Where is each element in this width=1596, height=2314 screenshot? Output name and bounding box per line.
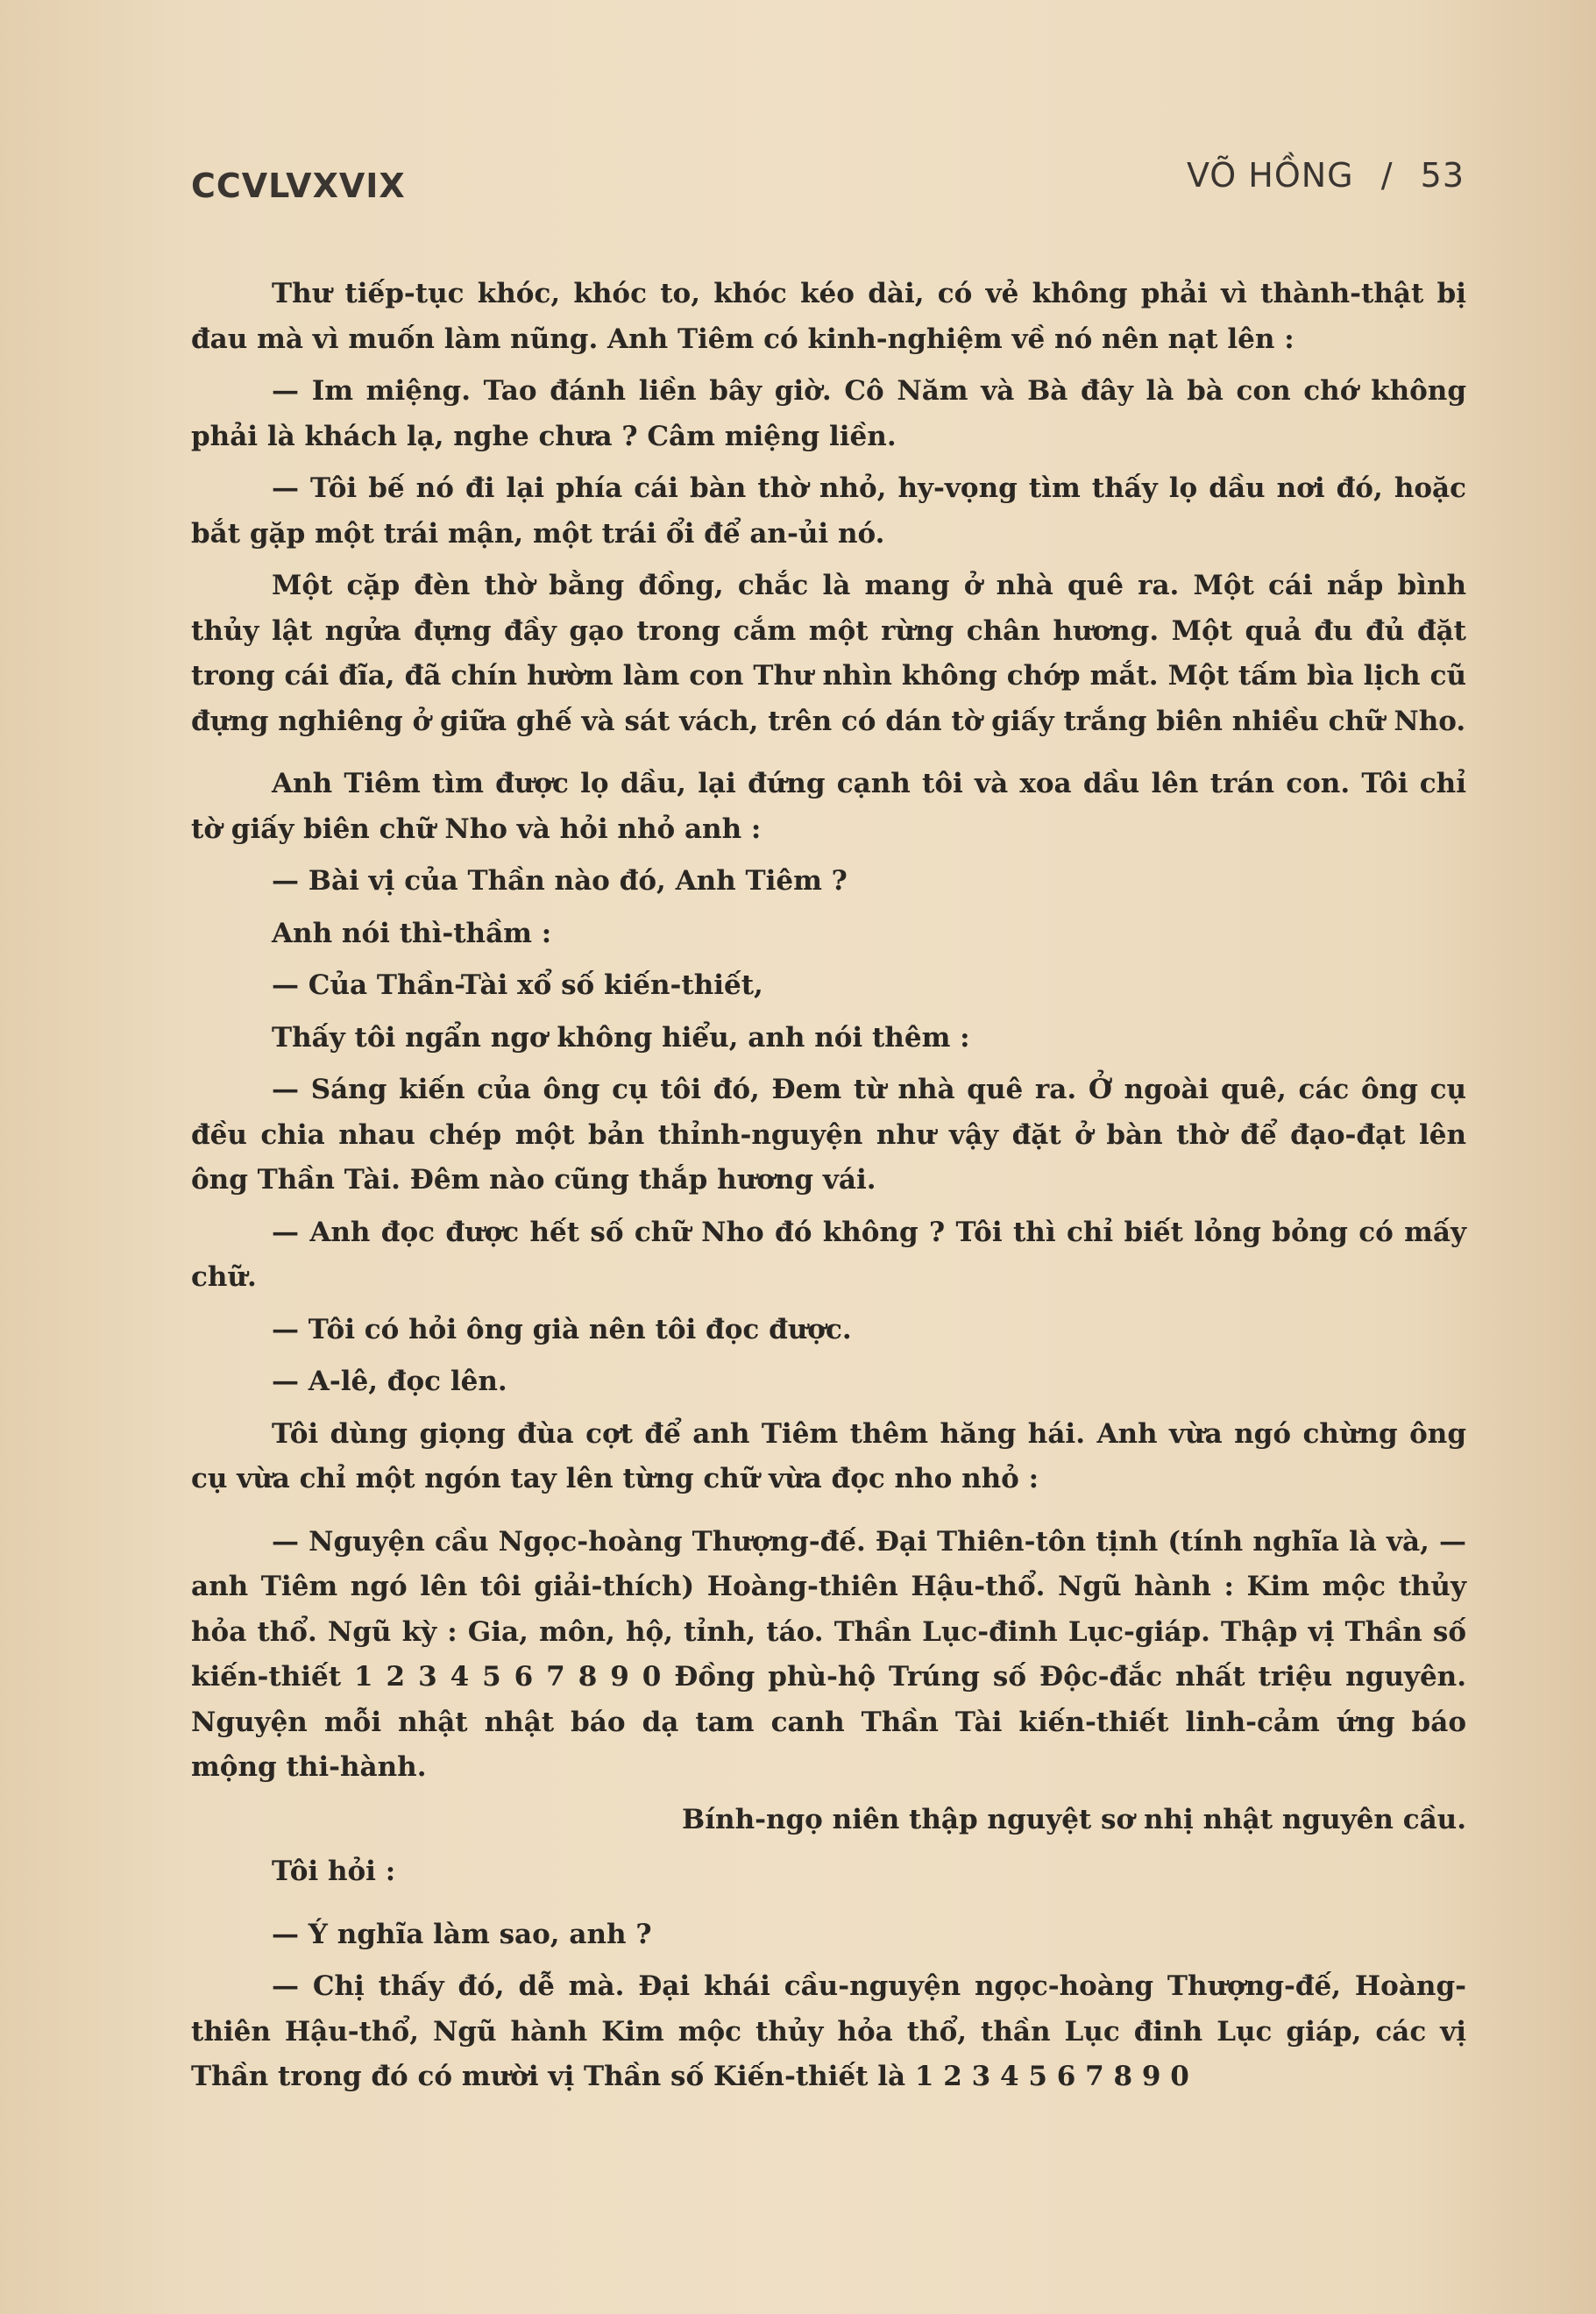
- paragraph: — Ý nghĩa làm sao, anh ?: [272, 1918, 652, 1950]
- paragraph: — Anh đọc được hết số chữ Nho đó không ? Tôi thì chỉ biết lỏng bỏng có mấy chữ.: [191, 1216, 1466, 1293]
- paragraph: — Sáng kiến của ông cụ tôi đó, Đem từ nhà quê ra. Ở ngoài quê, các ông cụ đều chia nhau chép một bản thỉnh-nguyện như vậy đặt ở bàn thờ để đạo-đạt lên ông Thần Tài. Đêm nào cũng thắp hương vái.: [191, 1074, 1466, 1196]
- paragraph: — Nguyện cầu Ngọc-hoàng Thượng-đế. Đại Thiên-tôn tịnh (tính nghĩa là và, — anh Tiêm ngó lên tôi giải-thích) Hoàng-thiên Hậu-thổ. Ngũ hành : Kim mộc thủy hỏa thổ. Ngũ kỳ : Gia, môn, hộ, tỉnh, táo. Thần Lục-đinh Lục-giáp. Thập vị Thần số kiến-thiết 1 2 3 4 5 6 7 8 9 0 Đồng phù-hộ Trúng số Độc-đắc nhất triệu nguyên. Nguyện mỗi nhật nhật báo dạ tam canh Thần Tài kiến-thiết linh-cảm ứng báo mộng thi-hành.: [191, 1525, 1466, 1783]
- paragraph: — Của Thần-Tài xổ số kiến-thiết,: [272, 969, 763, 1001]
- paragraph: Một cặp đèn thờ bằng đồng, chắc là mang ở nhà quê ra. Một cái nắp bình thủy lật ngửa đựng đầy gạo trong cắm một rừng chân hương. Một quả đu đủ đặt trong cái đĩa, đã chín hườm làm con Thư nhìn không chớp mắt. Một tấm bìa lịch cũ đựng nghiêng ở giữa ghế và sát vách, trên có dán tờ giấy trắng biên nhiều chữ Nho.: [191, 570, 1466, 737]
- paragraph: Tôi dùng giọng đùa cợt để anh Tiêm thêm hăng hái. Anh vừa ngó chừng ông cụ vừa chỉ một ngón tay lên từng chữ vừa đọc nho nhỏ :: [191, 1417, 1466, 1494]
- signature-line: Bính-ngọ niên thập nguyệt sơ nhị nhật nguyên cầu.: [682, 1803, 1466, 1835]
- paragraph: — A-lê, đọc lên.: [272, 1366, 507, 1397]
- header-author: VÕ HỒNG: [1186, 156, 1354, 195]
- page-body: [191, 272, 1466, 2107]
- paragraph: Thư tiếp-tục khóc, khóc to, khóc kéo dài, có vẻ không phải vì thành-thật bị đau mà vì muốn làm nũng. Anh Tiêm có kinh-nghiệm về nó nên nạt lên :: [191, 278, 1466, 355]
- paragraph: Anh nói thì-thầm :: [272, 917, 552, 949]
- paragraph: — Im miệng. Tao đánh liền bây giờ. Cô Năm và Bà đây là bà con chớ không phải là khách lạ, nghe chưa ? Câm miệng liền.: [191, 375, 1466, 452]
- paragraph: — Bài vị của Thần nào đó, Anh Tiêm ?: [272, 865, 848, 897]
- header-right: [1171, 156, 1465, 195]
- paragraph: — Tôi có hỏi ông già nên tôi đọc được.: [272, 1313, 852, 1345]
- paragraph: Thấy tôi ngẩn ngơ không hiểu, anh nói thêm :: [272, 1021, 970, 1054]
- page-number: 53: [1420, 156, 1465, 195]
- page-header: [191, 156, 1465, 209]
- paragraph: Tôi hỏi :: [272, 1856, 396, 1887]
- header-code: CCVLVXVIX: [191, 167, 406, 205]
- paragraph: — Chị thấy đó, dễ mà. Đại khái cầu-nguyện ngọc-hoàng Thượng-đế, Hoàng-thiên Hậu-thổ, Ngũ hành Kim mộc thủy hỏa thổ, thần Lục đinh Lục giáp, các vị Thần trong đó có mười vị Thần số Kiến-thiết là 1 2 3 4 5 6 7 8 9 0: [191, 1970, 1466, 2092]
- paragraph: — Tôi bế nó đi lại phía cái bàn thờ nhỏ, hy-vọng tìm thấy lọ dầu nơi đó, hoặc bắt gặp một trái mận, một trái ổi để an-ủi nó.: [191, 472, 1466, 550]
- paragraph: Anh Tiêm tìm được lọ dầu, lại đứng cạnh tôi và xoa dầu lên trán con. Tôi chỉ tờ giấy biên chữ Nho và hỏi nhỏ anh :: [191, 768, 1466, 845]
- header-separator: /: [1380, 156, 1394, 195]
